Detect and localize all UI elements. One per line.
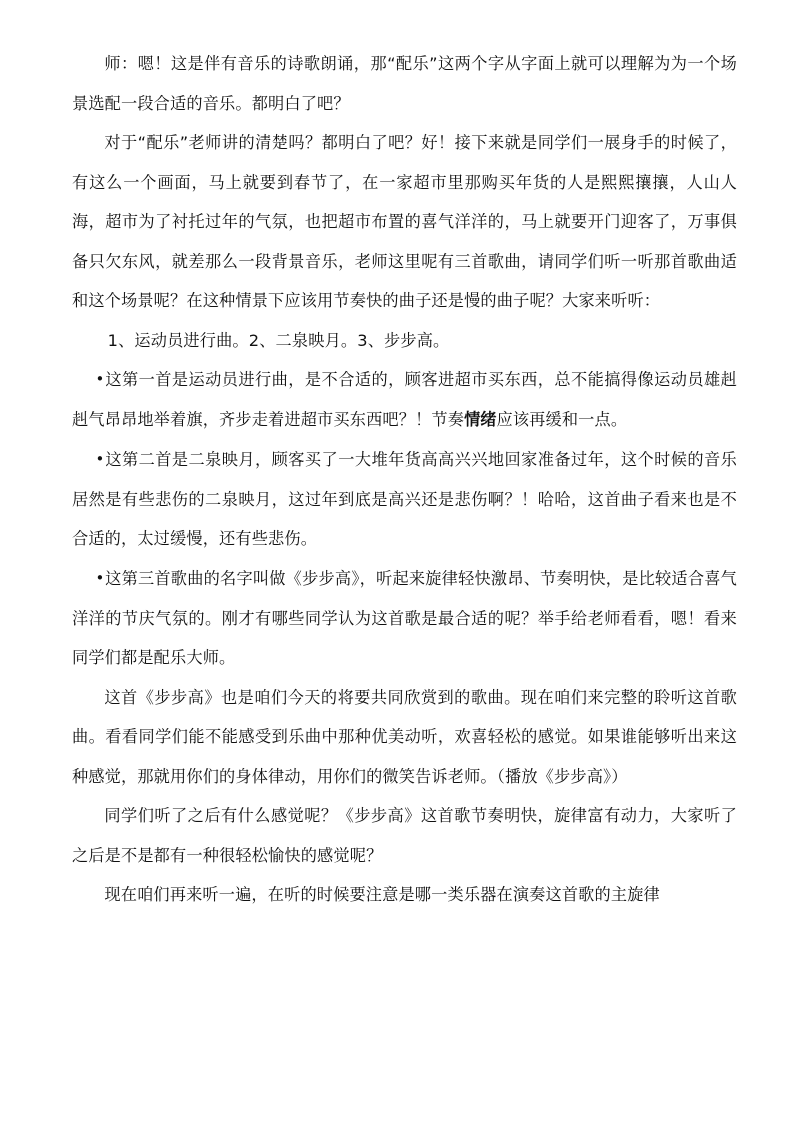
bullet-dot-icon: • <box>95 370 106 388</box>
emphasised-run: 情绪 <box>464 410 497 429</box>
song-list-line: 1、运动员进行曲。2、二泉映月。3、步步高。 <box>107 330 450 350</box>
document-body <box>72 44 737 915</box>
paragraph-bullet-2-text: 这第二首是二泉映月，顾客买了一大堆年货高高兴兴地回家准备过年，这个时候的音乐居然是有些悲伤的二泉映月，这过年到底是高兴还是悲伤啊？！哈哈，这首曲子看来也是不合适的，太过缓慢，还有些悲伤。 <box>72 450 737 549</box>
paragraph-bullet-3 <box>72 559 737 678</box>
paragraph-3: 这首《步步高》也是咱们今天的将要共同欣赏到的歌曲。现在咱们来完整的聆听这首歌曲。看看同学们能不能感受到乐曲中那种优美动听，欢喜轻松的感觉。如果谁能够听出来这种感觉，那就用你们的身体律动，用你们的微笑告诉老师。（播放《步步高》） <box>72 687 737 786</box>
paragraph-5: 现在咱们再来听一遍，在听的时候要注意是哪一类乐器在演奏这首歌的主旋律 <box>104 885 660 905</box>
paragraph-4: 同学们听了之后有什么感觉呢？《步步高》这首歌节奏明快，旋律富有动力，大家听了之后是不是都有一种很轻松愉快的感觉呢？ <box>72 806 737 865</box>
paragraph-2: 对于“配乐”老师讲的清楚吗？都明白了吧？好！接下来就是同学们一展身手的时候了，有这么一个画面，马上就要到春节了，在一家超市里那购买年货的人是熙熙攘攘，人山人海，超市为了衬托过年的气氛，也把超市布置的喜气洋洋的，马上就要开门迎客了，万事俱备只欠东风，就差那么一段背景音乐，老师这里呢有三首歌曲，请同学们听一听那首歌曲适和这个场景呢？在这种情景下应该用节奏快的曲子还是慢的曲子呢？大家来听听： <box>72 133 737 310</box>
paragraph-1: 师：嗯！这是伴有音乐的诗歌朗诵，那“配乐”这两个字从字面上就可以理解为为一个场景选配一段合适的音乐。都明白了吧？ <box>72 54 737 113</box>
paragraph-bullet-1-text: 这第一首是运动员进行曲，是不合适的，顾客进超市买东西，总不能搞得像运动员雄赳赳气昂昂地举着旗，齐步走着进超市买东西吧？！节奏情绪应该再缓和一点。 <box>72 370 737 429</box>
paragraph-bullet-1 <box>72 360 737 440</box>
bullet-dot-icon: • <box>95 450 106 469</box>
bullet-dot-icon: • <box>95 568 106 587</box>
paragraph-bullet-3-text: 这第三首歌曲的名字叫做《步步高》，听起来旋律轻快激昂、节奏明快，是比较适合喜气洋洋的节庆气氛的。刚才有哪些同学认为这首歌是最合适的呢？举手给老师看看，嗯！看来同学们都是配乐大师。 <box>72 569 737 668</box>
paragraph-bullet-2 <box>72 440 737 559</box>
